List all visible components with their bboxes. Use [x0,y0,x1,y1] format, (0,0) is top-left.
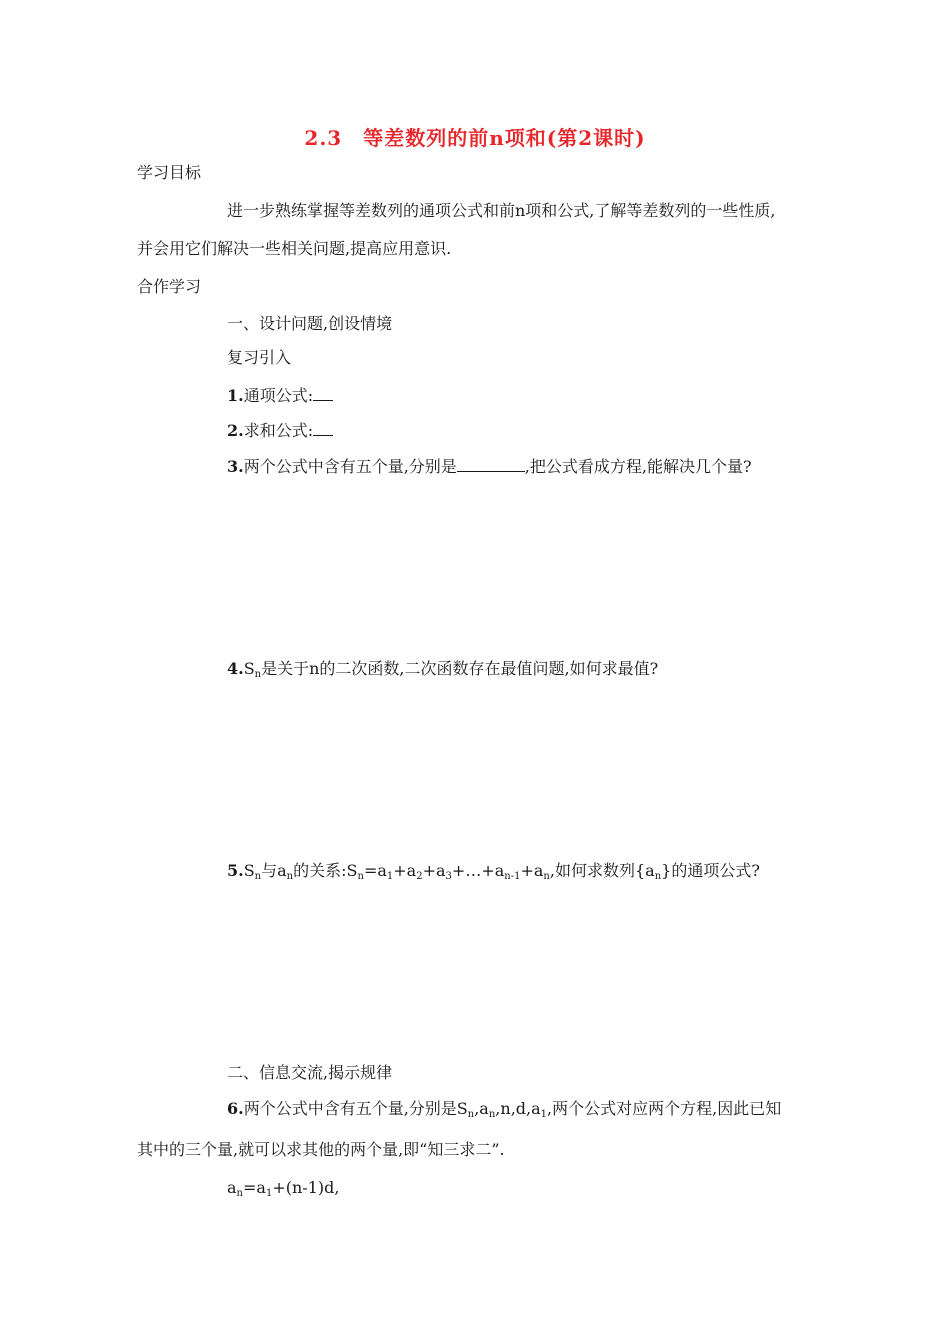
subscript: 1 [386,871,394,882]
page-title: 2.3 等差数列的前n项和(第2课时) [304,126,646,150]
goals-text-line-2: 并会用它们解决一些相关问题,提高应用意识. [137,239,452,258]
symbol: S [243,659,255,678]
subscript: n-1 [504,871,521,882]
question-text: 两个公式中含有五个量,分别是 [243,457,457,476]
text: ,如何求数列{a [549,861,655,880]
question-number: 1. [227,386,244,405]
subscript: 1 [265,1188,273,1199]
question-2 [227,419,333,442]
subscript: n [286,871,294,882]
subscript: 3 [445,871,452,882]
question-1 [227,384,333,407]
symbol: S [243,861,255,880]
text: +a [520,861,544,880]
answer-blank [457,455,525,472]
question-number: 4. [227,659,244,678]
question-number: 3. [227,457,244,476]
symbol: a [227,1178,237,1197]
subscript: n [467,1109,475,1120]
text: 的关系:S [293,861,358,880]
text: +a [422,861,446,880]
text: ,a [474,1099,489,1118]
part2-heading: 二、信息交流,揭示规律 [227,1063,393,1082]
review-heading: 复习引入 [227,348,292,367]
subscript: 1 [540,1109,548,1120]
text: ,n,d,a [495,1099,541,1118]
text: ,两个公式对应两个方程,因此已知 [547,1099,782,1118]
question-4 [227,658,658,680]
subscript: n [543,871,550,882]
subscript: n [357,871,364,882]
text: 两个公式中含有五个量,分别是S [243,1099,468,1118]
text: }的通项公式? [661,861,760,880]
subscript: 2 [416,871,423,882]
question-text: ,把公式看成方程,能解决几个量? [524,457,752,476]
question-number: 6. [227,1099,244,1118]
goals-heading: 学习目标 [137,163,202,182]
text: +a [393,861,417,880]
question-text: 通项公式: [243,386,314,405]
formula-an [227,1177,339,1199]
answer-blank [313,384,333,401]
answer-blank [313,419,333,436]
part1-heading: 一、设计问题,创设情境 [227,314,393,333]
question-6-line-1 [227,1098,781,1120]
question-3 [227,455,752,478]
subscript: n [488,1109,496,1120]
question-text: 求和公式: [243,421,314,440]
text: +(n-1)d, [272,1178,340,1197]
question-number: 2. [227,421,244,440]
subscript: n [654,871,662,882]
text: =a [243,1178,266,1197]
text: +…+a [451,861,505,880]
question-6-line-2: 其中的三个量,就可以求其他的两个量,即“知三求二”. [137,1140,505,1159]
subscript: n [236,1188,243,1199]
coop-heading: 合作学习 [137,277,202,296]
question-text: 是关于n的二次函数,二次函数存在最值问题,如何求最值? [261,659,659,678]
subscript: n [254,871,262,882]
question-number: 5. [227,861,244,880]
text: =a [363,861,387,880]
goals-text-line-1: 进一步熟练掌握等差数列的通项公式和前n项和公式,了解等差数列的一些性质, [227,201,776,220]
subscript: n [254,669,262,680]
question-5 [227,860,760,882]
text: 与a [261,861,287,880]
